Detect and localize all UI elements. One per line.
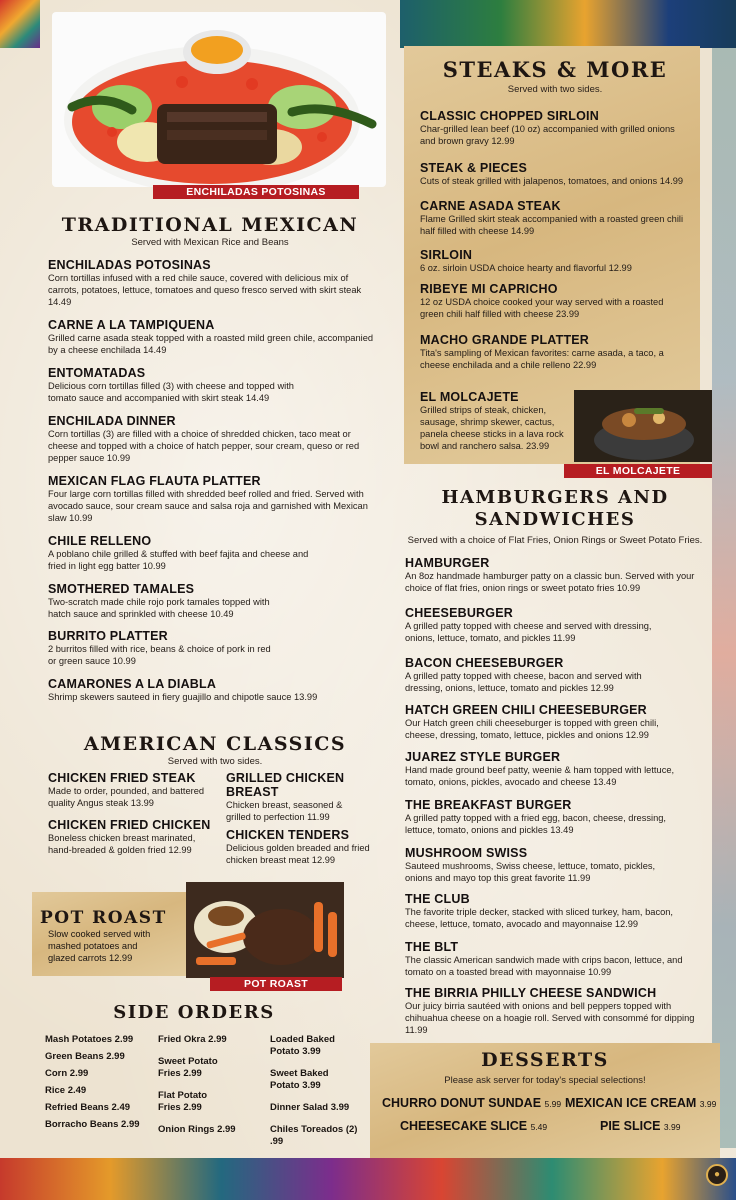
menu-item [420,161,695,187]
side-item: Refried Beans 2.49 [45,1102,131,1113]
enchiladas-caption: ENCHILADAS POTOSINAS [153,185,359,199]
item-name: CLASSIC CHOPPED SIRLOIN [420,109,599,123]
sides-title: SIDE ORDERS [113,1002,275,1023]
menu-item [48,629,280,667]
menu-item [420,333,685,371]
menu-item [226,771,356,823]
item-name: CHEESEBURGER [405,606,513,620]
item-desc: Four large corn tortillas filled with shredded beef rolled and fried. Served with avocado sauce, sour cream sauce and salsa roja and garnished with Mexican slaw 10.99 [48,489,368,523]
item-desc: Delicious corn tortillas filled (3) with cheese and topped with tomato sauce and accompanied with skirt steak 14.49 [48,381,294,403]
side-item: Borracho Beans 2.99 [45,1119,140,1130]
traditional-subtitle: Served with Mexican Rice and Beans [131,237,289,248]
item-desc: A grilled patty topped with a fried egg, bacon, cheese, dressing, lettuce, tomato, onions and pickles 13.49 [405,813,666,835]
item-desc: Grilled carne asada steak topped with a roasted mild green chile, accompanied by a cheese enchilada 14.49 [48,333,374,355]
burgers-title-line1: HAMBURGERS AND [441,487,669,508]
item-desc: A grilled patty topped with cheese and served with dressing, onions, lettuce, tomato, and pickles 11.99 [405,621,652,643]
menu-item [420,248,690,274]
menu-item [405,606,680,644]
item-desc: An 8oz handmade hamburger patty on a classic bun. Served with your choice of flat fries, onion rings or sweet potato fries 10.99 [405,571,695,593]
side-item: Loaded Baked Potato 3.99 [270,1034,335,1057]
dessert-item [382,1096,561,1110]
menu-item [405,986,700,1036]
menu-item [405,703,690,741]
side-item: Green Beans 2.99 [45,1051,125,1062]
menu-item [405,940,700,978]
item-name: SIRLOIN [420,248,473,262]
item-desc: The favorite triple decker, stacked with sliced turkey, ham, bacon, cheese, lettuce, tomato, avocado and mayonnaise 12.99 [405,907,674,929]
item-desc: Boneless chicken breast marinated, hand-breaded & golden fried 12.99 [48,833,196,855]
item-desc: Tita's sampling of Mexican favorites: carne asada, a taco, a cheese enchilada and a chile relleno 22.99 [420,348,664,370]
side-item: Rice 2.49 [45,1085,87,1096]
pot-roast-photo [186,882,344,978]
item-desc: Cuts of steak grilled with jalapenos, tomatoes, and onions 14.99 [420,176,684,186]
item-name: MACHO GRANDE PLATTER [420,333,590,347]
item-name: CHICKEN FRIED STEAK [48,771,196,785]
american-title: AMERICAN CLASSICS [83,733,347,755]
steaks-title: STEAKS & MORE [442,57,668,82]
menu-item [48,414,378,464]
side-item: Sweet Baked Potato 3.99 [270,1068,329,1091]
item-name: MEXICAN FLAG FLAUTA PLATTER [48,474,261,488]
item-name: ENTOMATADAS [48,366,146,380]
item-desc: 2 burritos filled with rice, beans & choice of pork in red or green sauce 10.99 [48,644,271,666]
item-name: SMOTHERED TAMALES [48,582,195,596]
dessert-price: 5.99 [544,1099,562,1109]
dessert-price: 3.99 [663,1122,681,1132]
menu-item [48,474,378,524]
menu-item [48,318,378,356]
item-desc: Grilled strips of steak, chicken, sausage, shrimp skewer, cactus, panela cheese sticks in a lava rock bowl and ranchero salsa. 23.99 [420,405,564,451]
menu-item [48,258,378,308]
decorative-pattern-bottom [0,1158,736,1200]
burgers-title-line2: SANDWICHES [474,509,636,530]
item-name: HAMBURGER [405,556,490,570]
item-name: THE BLT [405,940,459,954]
dessert-name: MEXICAN ICE CREAM [565,1096,697,1110]
item-name: THE BIRRIA PHILLY CHEESE SANDWICH [405,986,657,1000]
menu-item [48,582,280,620]
molcajete-caption: EL MOLCAJETE [564,464,712,478]
side-item: Mash Potatoes 2.99 [45,1034,134,1045]
menu-item [405,892,695,930]
dessert-name: PIE SLICE [600,1119,661,1133]
item-name: CHILE RELLENO [48,534,152,548]
item-name: CHICKEN TENDERS [226,828,350,842]
molcajete-photo [574,390,712,462]
menu-item [420,199,690,237]
dessert-item [565,1096,716,1110]
menu-item [405,656,680,694]
item-name: HATCH GREEN CHILI CHEESEBURGER [405,703,647,717]
decorative-pattern-right [712,48,736,1148]
side-item: Chiles Toreados (2) .99 [270,1124,358,1147]
dessert-price: 5.49 [530,1122,548,1132]
item-name: CARNE A LA TAMPIQUENA [48,318,215,332]
item-desc: A poblano chile grilled & stuffed with beef fajita and cheese and fried in light egg batter 10.99 [48,549,309,571]
item-desc: 12 oz USDA choice cooked your way served with a roasted green chili half filled with cheese 23.99 [420,297,664,319]
item-name: MUSHROOM SWISS [405,846,528,860]
dessert-item [400,1119,547,1133]
burgers-subtitle: Served with a choice of Flat Fries, Onion Rings or Sweet Potato Fries. [407,535,703,546]
menu-item [405,556,705,594]
pot-roast-title: POT ROAST [40,908,167,928]
side-item: Fried Okra 2.99 [158,1034,227,1045]
item-desc: Our juicy birria sautéed with onions and bell peppers topped with chihuahua cheese on a hoagie roll. Served with consommé for dipping 11.99 [405,1001,695,1035]
american-subtitle: Served with two sides. [167,756,263,767]
dessert-price: 3.99 [699,1099,717,1109]
item-name: GRILLED CHICKEN BREAST [226,771,345,799]
menu-item [405,846,675,884]
item-name: JUAREZ STYLE BURGER [405,750,561,764]
item-desc: Hand made ground beef patty, weenie & ham topped with lettuce, tomato, onions, pickles, avocado and cheese 13.49 [405,765,675,787]
side-item: Dinner Salad 3.99 [270,1102,350,1113]
item-desc: Shrimp skewers sauteed in fiery guajillo and chipotle sauce 13.99 [48,692,318,702]
menu-item [48,677,378,703]
menu-item [48,534,310,572]
menu-item [420,282,685,320]
item-desc: Corn tortillas infused with a red chile sauce, covered with delicious mix of carrots, potatoes, lettuce, tomatoes and queso fresco served with skirt steak 14.49 [48,273,362,307]
item-name: CAMARONES A LA DIABLA [48,677,217,691]
traditional-title: TRADITIONAL MEXICAN [61,214,359,236]
menu-item [226,828,386,866]
decorative-pattern-top-left [0,0,40,48]
item-desc: 6 oz. sirloin USDA choice hearty and flavorful 12.99 [420,263,632,273]
item-name: THE BREAKFAST BURGER [405,798,572,812]
item-name: EL MOLCAJETE [420,390,519,404]
item-name: ENCHILADA DINNER [48,414,176,428]
item-desc: Char-grilled lean beef (10 oz) accompanied with grilled onions and brown gravy 12.99 [420,124,675,146]
item-desc: Made to order, pounded, and battered quality Angus steak 13.99 [48,786,205,808]
decorative-pattern-top-right [400,0,736,48]
item-desc: Flame Grilled skirt steak accompanied with a roasted green chili half filled with cheese 14.99 [420,214,684,236]
item-name: ENCHILADAS POTOSINAS [48,258,211,272]
menu-item [420,390,572,452]
item-desc: Sauteed mushrooms, Swiss cheese, lettuce, tomato, pickles, onions and mayo top this great favorite 11.99 [405,861,656,883]
pot-roast-caption: POT ROAST [210,977,342,991]
item-name: BACON CHEESEBURGER [405,656,564,670]
item-desc: Delicious golden breaded and fried chicken breast meat 12.99 [226,843,370,865]
menu-item [405,798,695,836]
side-item: Sweet Potato Fries 2.99 [158,1056,218,1079]
menu-item [420,109,685,147]
item-desc: The classic American sandwich made with crips bacon, lettuce, and tomato on a toasted bread with mayonnaise 10.99 [405,955,683,977]
item-desc: Two-scratch made chile rojo pork tamales topped with hatch sauce and sprinkled with cheese 10.49 [48,597,270,619]
menu-item [405,750,700,788]
item-name: CHICKEN FRIED CHICKEN [48,818,211,832]
menu-item [48,818,218,856]
item-desc: A grilled patty topped with cheese, bacon and served with dressing, onions, lettuce, tomato and pickles 12.99 [405,671,642,693]
item-name: CARNE ASADA STEAK [420,199,561,213]
menu-item [48,771,218,809]
side-item: Flat Potato Fries 2.99 [158,1090,208,1113]
item-name: THE CLUB [405,892,470,906]
item-desc: Chicken breast, seasoned & grilled to perfection 11.99 [226,800,343,822]
item-desc: Our Hatch green chili cheeseburger is topped with green chili, cheese, dressing, tomato, lettuce, pickles and onions 12.99 [405,718,659,740]
dessert-item [600,1119,680,1133]
menu-item [48,366,310,404]
side-item: Onion Rings 2.99 [158,1124,236,1135]
dessert-name: CHEESECAKE SLICE [400,1119,528,1133]
item-name: STEAK & PIECES [420,161,527,175]
logo-icon: ● [706,1164,728,1186]
item-desc: Corn tortillas (3) are filled with a choice of shredded chicken, taco meat or cheese and topped with a choice of hatch pepper, sour cream, queso or red pepper sauce 10.99 [48,429,360,463]
item-name: BURRITO PLATTER [48,629,168,643]
desserts-title: DESSERTS [481,1049,609,1071]
item-name: RIBEYE MI CAPRICHO [420,282,558,296]
dessert-name: CHURRO DONUT SUNDAE [382,1096,542,1110]
pot-roast-desc: Slow cooked served with mashed potatoes and glazed carrots 12.99 [48,929,151,963]
side-item: Corn 2.99 [45,1068,89,1079]
enchiladas-photo [52,12,386,187]
desserts-subtitle: Please ask server for today's special selections! [444,1075,646,1086]
steaks-subtitle: Served with two sides. [507,84,603,95]
